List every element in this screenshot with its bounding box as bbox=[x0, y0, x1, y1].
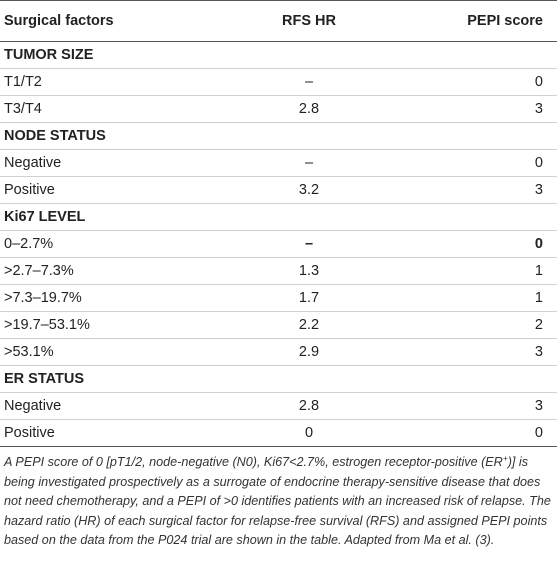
pepi-score-cell: 1 bbox=[534, 290, 543, 306]
section-label: ER STATUS bbox=[4, 371, 85, 387]
caption-text-1: A PEPI score of 0 [pT1/2, node-negative (N0), Ki67<2.7%, estrogen receptor-positive (ER bbox=[4, 455, 503, 469]
factor-cell: Negative bbox=[4, 155, 62, 171]
pepi-score-cell: 3 bbox=[534, 344, 543, 360]
header-pepi-score: PEPI score bbox=[467, 13, 543, 29]
factor-cell: >7.3–19.7% bbox=[4, 290, 82, 306]
factor-cell: Negative bbox=[4, 398, 62, 414]
section-label: Ki67 LEVEL bbox=[4, 209, 86, 225]
section-row bbox=[0, 366, 557, 393]
factor-cell: Positive bbox=[4, 182, 55, 198]
pepi-score-cell: 0 bbox=[534, 425, 543, 441]
factor-cell: 0–2.7% bbox=[4, 236, 54, 252]
rfs-hr-cell: – bbox=[304, 155, 314, 171]
factor-cell: >19.7–53.1% bbox=[4, 317, 90, 333]
section-label: TUMOR SIZE bbox=[4, 47, 94, 63]
table-row bbox=[0, 150, 557, 177]
rfs-hr-cell: 0 bbox=[304, 425, 314, 441]
table-row bbox=[0, 231, 557, 258]
table-row bbox=[0, 339, 557, 366]
factor-cell: T1/T2 bbox=[4, 74, 42, 90]
table-row bbox=[0, 177, 557, 204]
pepi-score-cell: 0 bbox=[534, 74, 543, 90]
table-row bbox=[0, 96, 557, 123]
rfs-hr-cell: 2.8 bbox=[298, 398, 320, 414]
factor-cell: Positive bbox=[4, 425, 55, 441]
pepi-score-cell: 3 bbox=[534, 182, 543, 198]
rfs-hr-cell: – bbox=[304, 74, 314, 90]
section-label: NODE STATUS bbox=[4, 128, 106, 144]
table-row bbox=[0, 69, 557, 96]
rfs-hr-cell: 1.7 bbox=[298, 290, 320, 306]
factor-cell: >2.7–7.3% bbox=[4, 263, 74, 279]
table-row bbox=[0, 420, 557, 447]
rfs-hr-cell: 2.8 bbox=[298, 101, 320, 117]
table-header-row bbox=[0, 1, 557, 42]
pepi-score-cell: 1 bbox=[534, 263, 543, 279]
table-body bbox=[0, 42, 557, 447]
table-row bbox=[0, 258, 557, 285]
rfs-hr-cell: – bbox=[304, 236, 314, 252]
section-row bbox=[0, 204, 557, 231]
pepi-score-cell: 3 bbox=[534, 101, 543, 117]
rfs-hr-cell: 1.3 bbox=[298, 263, 320, 279]
pepi-score-cell: 2 bbox=[534, 317, 543, 333]
header-surgical-factors: Surgical factors bbox=[4, 13, 114, 29]
pepi-score-cell: 3 bbox=[534, 398, 543, 414]
section-row bbox=[0, 42, 557, 69]
table-row bbox=[0, 285, 557, 312]
rfs-hr-cell: 3.2 bbox=[298, 182, 320, 198]
factor-cell: >53.1% bbox=[4, 344, 54, 360]
table-caption bbox=[4, 453, 552, 551]
header-rfs-hr: RFS HR bbox=[282, 13, 336, 29]
table-row bbox=[0, 312, 557, 339]
pepi-score-cell: 0 bbox=[534, 155, 543, 171]
factor-cell: T3/T4 bbox=[4, 101, 42, 117]
table-row bbox=[0, 393, 557, 420]
rfs-hr-cell: 2.9 bbox=[298, 344, 320, 360]
section-row bbox=[0, 123, 557, 150]
rfs-hr-cell: 2.2 bbox=[298, 317, 320, 333]
caption-superscript: + bbox=[502, 452, 508, 463]
caption-text-2: )] is being investigated prospectively as a surrogate of endocrine therapy-sensitive disease that does not need chemotherapy, and a PEPI of >0 identifies patients with an increased risk of relapse. The hazard ratio (HR) of each surgical factor for relapse-free survival (RFS) and assigned PEPI points based on the data from the P024 trial are shown in the table. Adapted from Ma et al. (3). bbox=[4, 455, 551, 547]
pepi-score-cell: 0 bbox=[534, 236, 543, 252]
